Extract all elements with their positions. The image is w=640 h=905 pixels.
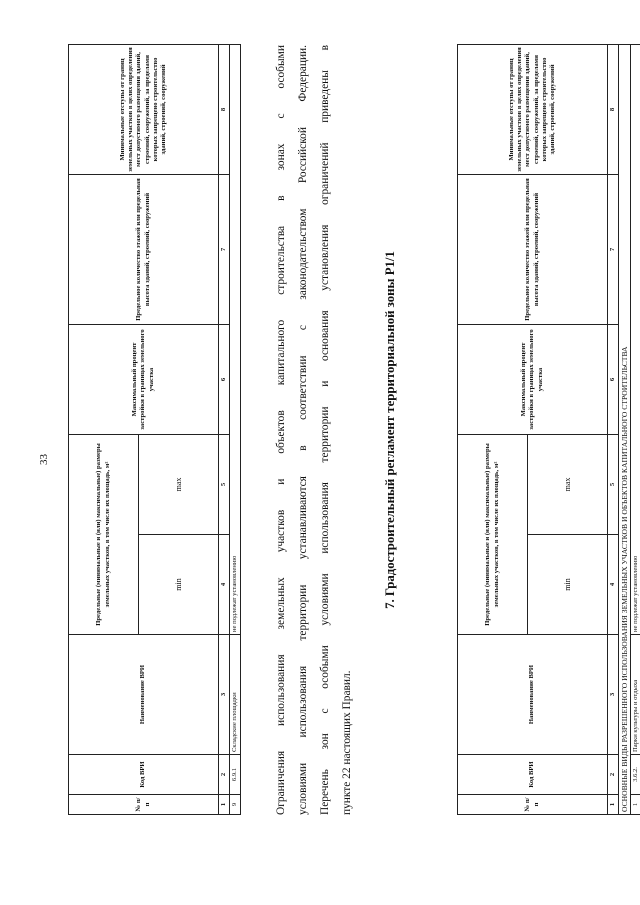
col-number: 1 <box>219 795 230 815</box>
paragraph-line: Ограничения использования земельных участков и объектов капитального строительства в зонах с особыми <box>275 45 287 815</box>
header-setbacks: Минимальные отступы от границ земельных участков в целях определения мест допустимого размещения зданий, строений, сооружений, за пределами которых запрещено строительство зданий, строений, сооружений <box>69 45 219 175</box>
page-number: 33 <box>38 454 50 465</box>
header-setbacks: Минимальные отступы от границ земельных участков в целях определения мест допустимого размещения зданий, строений, сооружений, за пределами которых запрещено строительство зданий, строений, сооружений <box>458 45 608 175</box>
col-number: 4 <box>219 535 230 635</box>
col-number: 8 <box>219 45 230 175</box>
header-max: max <box>528 435 608 535</box>
col-number: 1 <box>608 795 619 815</box>
col-number: 5 <box>219 435 230 535</box>
header-code: Код ВРИ <box>458 755 608 795</box>
header-percent: Максимальный процент застройки в границах земельного участка <box>69 325 219 435</box>
section-heading: 7. Градостроительный регламент территориальной зоны Р1/1 <box>383 251 397 609</box>
header-num: № п/п <box>458 795 608 815</box>
zone-r1-1-table <box>457 44 640 815</box>
section-row: ОСНОВНЫЕ ВИДЫ РАЗРЕШЕННОГО ИСПОЛЬЗОВАНИЯ ЗЕМЕЛЬНЫХ УЧАСТКОВ И ОБЪЕКТОВ КАПИТАЛЬНОГО СТРОИТЕЛЬСТВА <box>619 45 631 815</box>
col-number: 2 <box>608 755 619 795</box>
col-number: 8 <box>608 45 619 175</box>
paragraph-line: пункте 22 настоящих Правил. <box>341 670 353 815</box>
header-floors: Предельное количество этажей или предельная высота зданий, строений, сооружений <box>69 175 219 325</box>
row-num: 1 <box>631 795 640 815</box>
col-number: 3 <box>608 635 619 755</box>
header-name: Наименование ВРИ <box>458 635 608 755</box>
header-min: min <box>528 535 608 635</box>
paragraph-line: Перечень зон с особыми условиями использования территории и основания установления ограничений приведены в <box>319 45 331 815</box>
row-name: Складские площадки <box>230 635 241 755</box>
col-number: 7 <box>219 175 230 325</box>
row-note: не подлежат установлению <box>631 45 640 635</box>
header-percent: Максимальный процент застройки в границах земельного участка <box>458 325 608 435</box>
row-note: не подлежат установлению <box>230 45 241 635</box>
col-number: 3 <box>219 635 230 755</box>
col-number: 5 <box>608 435 619 535</box>
header-min: min <box>139 535 219 635</box>
header-code: Код ВРИ <box>69 755 219 795</box>
row-code: 6.9.1 <box>230 755 241 795</box>
col-number: 6 <box>608 325 619 435</box>
zone-table-continuation <box>68 44 241 815</box>
col-number: 4 <box>608 535 619 635</box>
col-number: 2 <box>219 755 230 795</box>
paragraph-line: условиями использования территории устанавливаются в соответствии с законодательством Российской Федерации. <box>297 45 309 815</box>
col-number: 7 <box>608 175 619 325</box>
col-number: 6 <box>219 325 230 435</box>
header-num: № п/п <box>69 795 219 815</box>
table-row <box>631 45 640 815</box>
table-row <box>230 45 241 815</box>
header-sizes: Предельные (минимальные и (или) максимальные) размеры земельных участков, в том числе их площадь, м² <box>458 435 528 635</box>
restrictions-paragraph <box>270 45 358 815</box>
header-name: Наименование ВРИ <box>69 635 219 755</box>
row-code: 3.6.2. <box>631 755 640 795</box>
row-num: 9 <box>230 795 241 815</box>
header-sizes: Предельные (минимальные и (или) максимальные) размеры земельных участков, в том числе их площадь, м² <box>69 435 139 635</box>
header-max: max <box>139 435 219 535</box>
row-name: Парки культуры и отдыха <box>631 635 640 755</box>
header-floors: Предельное количество этажей или предельная высота зданий, строений, сооружений <box>458 175 608 325</box>
